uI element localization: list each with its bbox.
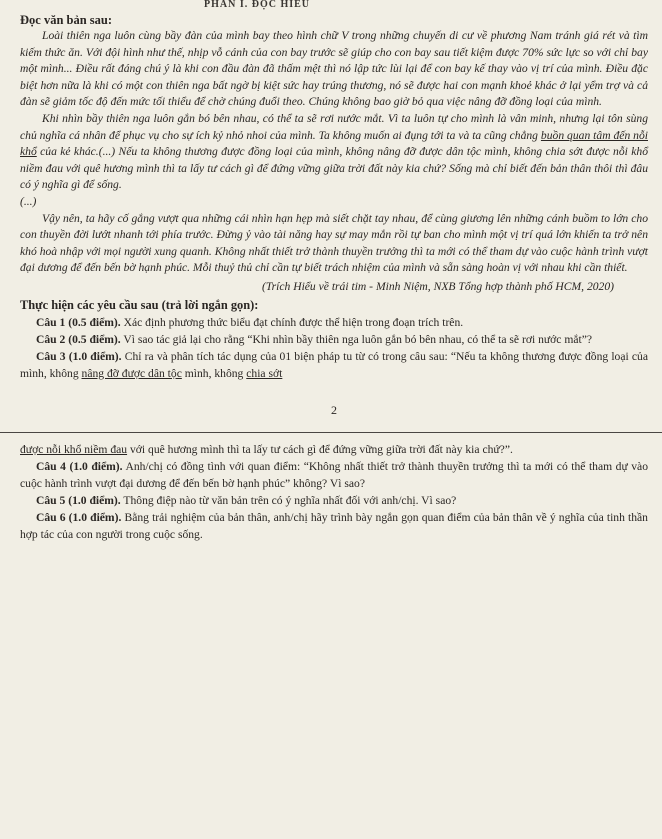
question-3-text: Chỉ ra và phân tích tác dụng của 01 biện pháp tu từ có trong câu sau: “Nếu ta không thương được đồng loại của mình, không bbox=[20, 349, 648, 380]
question-2-label: Câu 2 (0.5 điểm). bbox=[36, 332, 121, 346]
page-divider bbox=[0, 432, 662, 433]
passage-paragraph-1: Loài thiên nga luôn cùng bầy đàn của mình bay theo hình chữ V trong những chuyến di cư về phương Nam tránh giá rét và tìm kiếm thức ăn. Với đội hình như thế, nhịp vỗ cánh của con bay trước sẽ giúp cho con bay sau tiết kiệm được 70% sức lực so với chỉ bay một mình... Điều rất đáng chú ý là khi con đầu đàn đã thấm mệt thì nó lập tức lùi lại để con bay kế thay vào vị trí của mình. Điều đặc biệt hơn nữa là khi có một con thiên nga bất ngờ bị kiệt sức hay trúng thương, nó sẽ được hai con mạnh khoẻ khác ở lại yểm trợ và cả đàn sẽ giảm tốc độ đến mức tối thiểu để chờ chúng đuổi theo. Chúng không bao giờ bỏ qua việc nâng đỡ đồng loại của mình. bbox=[20, 29, 648, 109]
underlined-phrase: nâng đỡ được dân tộc bbox=[81, 366, 182, 380]
question-3-label: Câu 3 (1.0 điểm). bbox=[36, 349, 122, 363]
question-1-label: Câu 1 (0.5 điểm). bbox=[36, 315, 121, 329]
question-2-text: Vì sao tác giả lại cho rằng “Khi nhìn bầy thiên nga luôn gắn bó bên nhau, có thể ta sẽ rơi nước mắt”? bbox=[120, 332, 593, 346]
question-5-label: Câu 5 (1.0 điểm). bbox=[36, 493, 121, 507]
passage-paragraph-2 bbox=[20, 111, 648, 194]
requirements-heading: Thực hiện các yêu cầu sau (trả lời ngắn gọn): bbox=[20, 297, 259, 312]
question-2 bbox=[20, 331, 648, 348]
page-number: 2 bbox=[331, 402, 337, 417]
underlined-phrase: chia sớt bbox=[246, 366, 283, 380]
question-6 bbox=[20, 509, 648, 543]
question-6-label: Câu 6 (1.0 điểm). bbox=[36, 510, 122, 524]
question-4 bbox=[20, 458, 648, 492]
question-4-text: Anh/chị có đồng tình với quan điểm: “Không nhất thiết trở thành thuyền trưởng thì ta mới có thể tham dự vào cuộc hành trình vượt đại dương để đến bến bờ hạnh phúc” không? Vì sao? bbox=[20, 459, 648, 490]
passage-ellipsis: (...) bbox=[20, 194, 37, 208]
passage-text: của kẻ khác.(...) Nếu ta không thương được đồng loại của mình, không nâng đỡ được dân tộc mình, không chia sớt được nỗi khổ niềm đau với quê hương mình thì ta lấy tư cách gì để đứng vững giữa trời đất này kia chứ? Sống mà chỉ biết đến bản thân thôi thì đâu có ý nghĩa gì để sống. bbox=[20, 145, 648, 192]
underlined-phrase: buồn quan tâm đến nỗi khổ bbox=[20, 128, 648, 159]
question-6-text: Bằng trải nghiệm của bản thân, anh/chị hãy trình bày ngắn gọn quan điểm của bản thân về ý nghĩa của tinh thần hợp tác của con người trong cuộc sống. bbox=[20, 510, 648, 541]
question-1-text: Xác định phương thức biểu đạt chính được thể hiện trong đoạn trích trên. bbox=[120, 315, 464, 329]
question-5 bbox=[20, 492, 648, 509]
question-3-continued bbox=[20, 441, 648, 458]
question-1 bbox=[20, 314, 648, 331]
question-3-continued-text: với quê hương mình thì ta lấy tư cách gì để đứng vững giữa trời đất này kia chứ?”. bbox=[127, 442, 513, 456]
underlined-phrase: được nỗi khổ niềm đau bbox=[20, 442, 128, 456]
section-heading: Đọc văn bản sau: bbox=[20, 13, 113, 27]
question-4-label: Câu 4 (1.0 điểm). bbox=[36, 459, 123, 473]
part-title: PHẦN I. ĐỌC HIỂU bbox=[204, 0, 311, 10]
question-3-text: mình, không bbox=[181, 366, 247, 380]
question-3 bbox=[20, 348, 648, 382]
question-5-text: Thông điệp nào từ văn bản trên có ý nghĩa nhất đối với anh/chị. Vì sao? bbox=[120, 493, 457, 507]
passage-paragraph-3: Vậy nên, ta hãy cố gắng vượt qua những cái nhìn hạn hẹp mà siết chặt tay nhau, để cùng giương lên những cánh buồm to lớn cho con thuyền đời lướt nhanh tới phía trước. Đừng ỷ vào tài năng hay sự may mắn rồi tự ban cho mình một vị trí quá lớn khiến ta trở nên khó hoà nhập với mọi người xung quanh. Không nhất thiết trở thành thuyền trưởng thì ta mới có thể tham dự vào cuộc hành trình vượt đại dương để đến bến bờ hạnh phúc. Mỗi thuỷ thủ chỉ cần tự biết trách nhiệm của mình và sẵn sàng hoàn vị với nhau khi cần thiết. bbox=[20, 211, 648, 275]
passage-source: (Trích Hiểu về trái tim - Minh Niệm, NXB Tổng hợp thành phố HCM, 2020) bbox=[261, 279, 614, 293]
passage-text: Khi nhìn bầy thiên nga luôn gắn bó bên nhau, có thể ta sẽ rơi nước mắt. Vì ta luôn tự cho mình là vân minh, nhưng lại tôn sùng chủ nghĩa cá nhân để phục vụ cho sự ích kỷ nhỏ nhoi của mình. Ta không muốn ai đụng tới ta và ta cũng chẳng bbox=[20, 111, 648, 142]
